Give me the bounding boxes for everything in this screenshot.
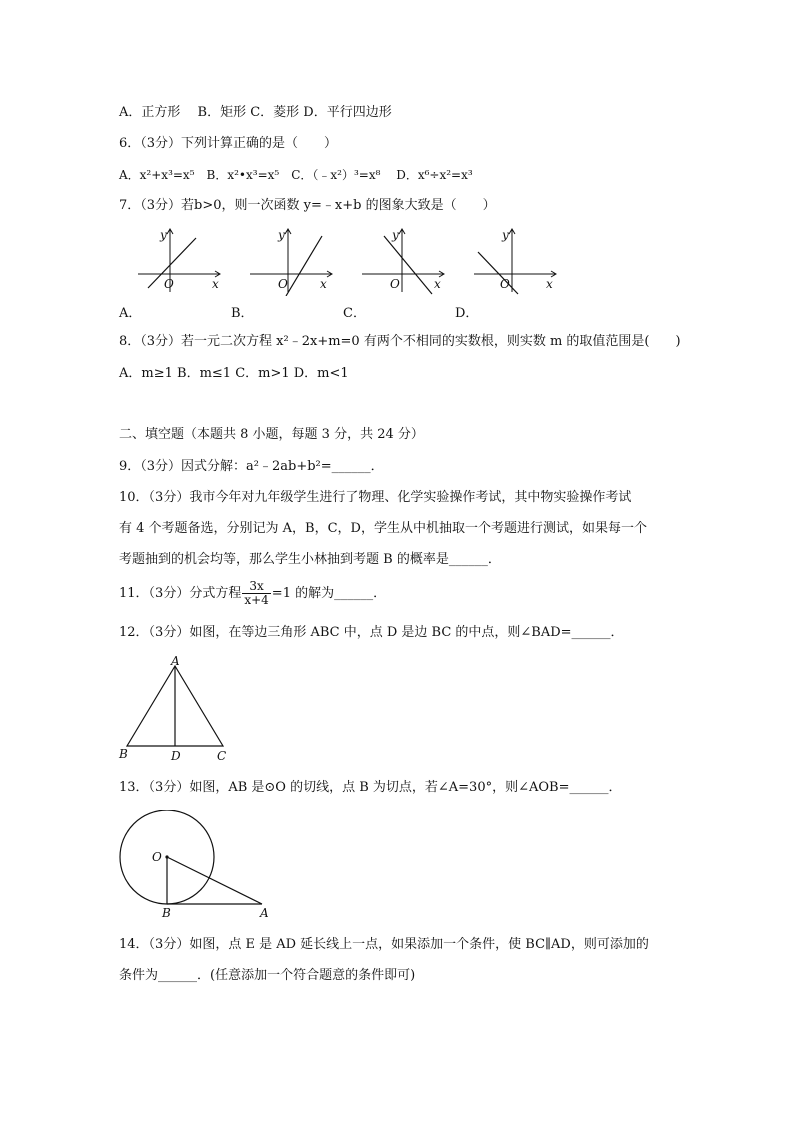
- label-a: A: [171, 654, 180, 668]
- q10-line3: 考题抽到的机会均等，那么学生小林抽到考题 B 的概率是______．: [119, 552, 501, 567]
- y-label: y: [278, 228, 285, 242]
- q6-options: A．x²+x³=x⁵ B．x²•x³=x⁵ C．（﹣x²）³=x⁸ D．x⁶÷x²=x³: [119, 168, 473, 182]
- label-d: D: [171, 749, 181, 763]
- q12-stem: 12．（3分）如图，在等边三角形 ABC 中，点 D 是边 BC 的中点，则∠BAD=______．: [119, 625, 624, 640]
- y-label: y: [392, 228, 399, 242]
- q9-text: 9．（3分）因式分解：a²﹣2ab+b²=______．: [119, 459, 384, 474]
- q7-graph-b: [250, 226, 340, 296]
- x-label: x: [320, 277, 327, 291]
- q12-triangle-figure: [115, 652, 235, 764]
- label-b: B: [162, 906, 171, 920]
- label-c: C: [217, 749, 227, 763]
- q11-prefix: 11．（3分）分式方程: [119, 586, 242, 601]
- q7-graph-c: [362, 226, 452, 296]
- q5-options: A．正方形 B．矩形 C．菱形 D．平行四边形: [119, 105, 392, 120]
- q11-text: [119, 580, 386, 607]
- origin-label: O: [278, 277, 288, 291]
- label-a: A: [260, 906, 269, 920]
- section-2-title: 二、填空题（本题共 8 小题，每题 3 分，共 24 分）: [119, 427, 424, 442]
- function-line: [286, 236, 322, 296]
- q10-line2: 有 4 个考题备选，分别记为 A，B，C，D，学生从中机抽取一个考题进行测试，如果每一个: [119, 521, 647, 536]
- x-label: x: [434, 277, 441, 291]
- q7-option-b-label: B．: [231, 306, 254, 321]
- x-label: x: [212, 277, 219, 291]
- label-b: B: [119, 747, 128, 761]
- q7-option-a-label: A．: [119, 306, 142, 321]
- q6-stem: 6．（3分）下列计算正确的是（ ）: [119, 136, 338, 151]
- origin-label: O: [390, 277, 400, 291]
- origin-label: O: [500, 277, 510, 291]
- x-label: x: [546, 277, 553, 291]
- q14-line1: 14．（3分）如图，点 E 是 AD 延长线上一点，如果添加一个条件，使 BC∥AD，则可添加的: [119, 937, 649, 952]
- q10-line1: 10．（3分）我市今年对九年级学生进行了物理、化学实验操作考试，其中物实验操作考试: [119, 490, 632, 505]
- y-label: y: [502, 228, 509, 242]
- q11-numerator: 3x: [242, 580, 270, 594]
- center-point: [165, 855, 168, 858]
- origin-label: O: [164, 277, 174, 291]
- q8-options: A．m≥1 B．m≤1 C．m>1 D．m<1: [119, 366, 349, 381]
- segment-oa: [167, 857, 262, 904]
- q7-option-c-label: C．: [343, 306, 366, 321]
- q7-option-d-label: D．: [455, 306, 479, 321]
- y-label: y: [160, 228, 167, 242]
- label-o: O: [152, 850, 162, 864]
- q7-graph-a: [138, 226, 228, 296]
- q11-fraction: [242, 580, 270, 607]
- q11-suffix: =1 的解为______．: [271, 586, 387, 601]
- q11-denominator: x+4: [244, 593, 269, 607]
- q14-line2: 条件为______．(任意添加一个符合题意的条件即可): [119, 968, 416, 983]
- q13-stem: 13．（3分）如图，AB 是⊙O 的切线，点 B 为切点，若∠A=30°，则∠AOB=______．: [119, 780, 622, 795]
- q7-stem: 7．（3分）若b>0，则一次函数 y=﹣x+b 的图象大致是（ ）: [119, 198, 496, 213]
- q8-stem: 8．（3分）若一元二次方程 x²﹣2x+m=0 有两个不相同的实数根，则实数 m 的取值范围是( ): [119, 334, 681, 349]
- q13-circle-figure: [115, 810, 280, 922]
- q7-graph-d: [474, 226, 564, 296]
